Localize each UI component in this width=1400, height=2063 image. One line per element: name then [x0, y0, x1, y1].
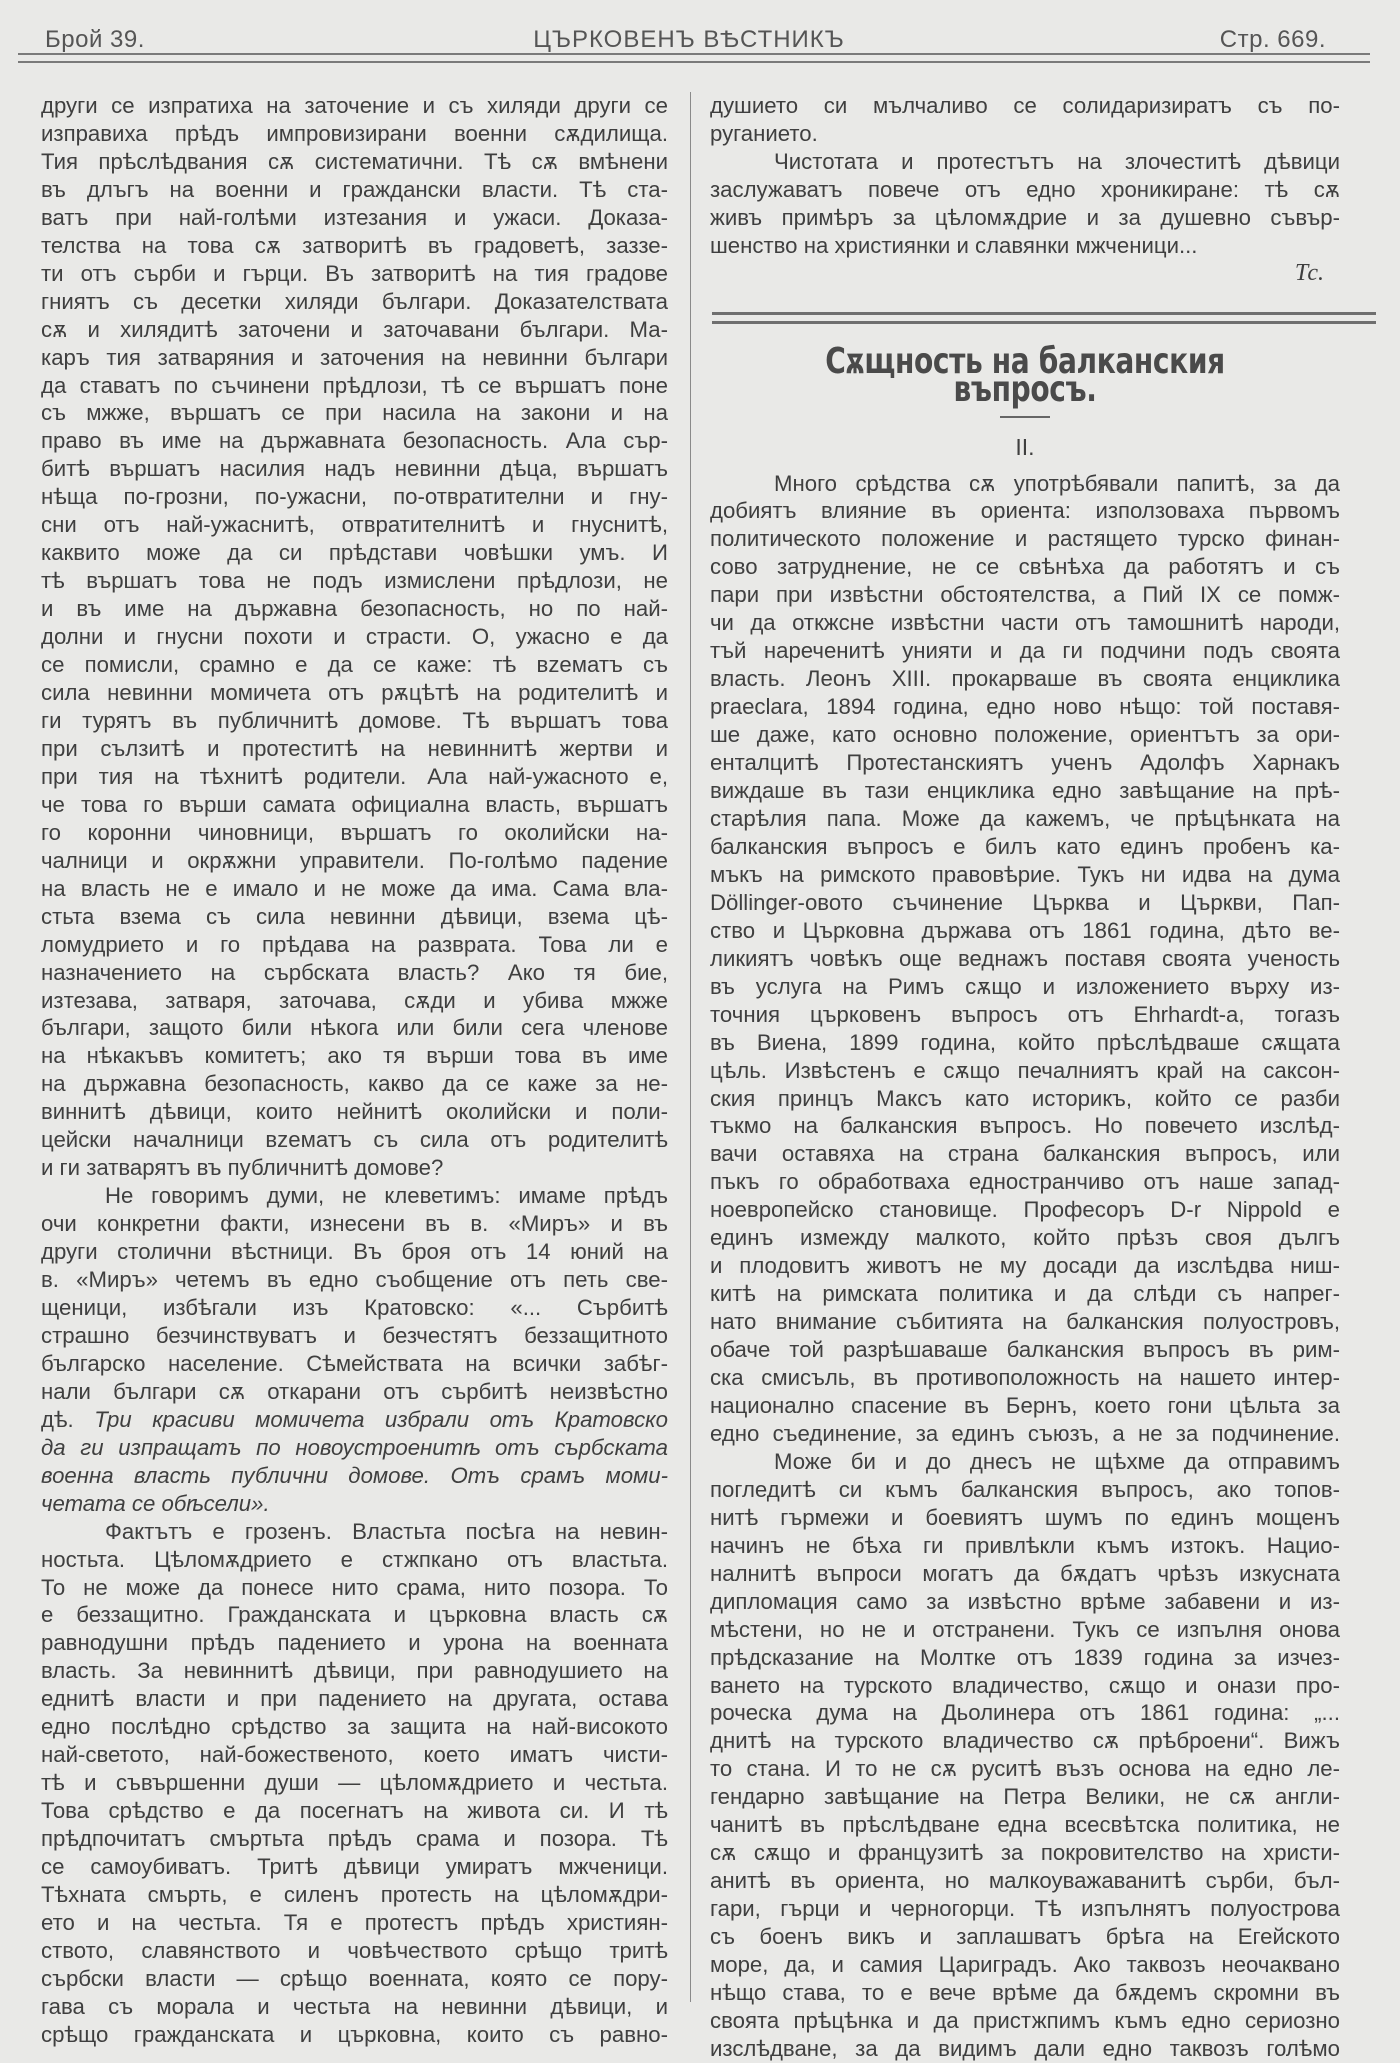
text-line: китѣ на римската политика и да слѣди съ напрег- [710, 1281, 1340, 1307]
text-line: То не може да понесе нито срама, нито позора. То [41, 1574, 668, 1600]
text-line: Може би и до днесъ не щѣхме да отправимъ [774, 1448, 1340, 1474]
text-line: изтезава, затваря, заточава, сѫди и убива мжже [41, 987, 668, 1013]
text-line: ностьта. Цѣломѫдрието е стжпкано отъ властьта. [41, 1546, 668, 1572]
header-double-rule [18, 53, 1370, 63]
text-line: право въ име на държавната безопасность. Ала сър- [41, 428, 668, 454]
text-line: едно съединение, за единъ съюзъ, а не за подчинение. [710, 1420, 1340, 1446]
text-line: нали българи сѫ откарани отъ сърбитѣ неизвѣстно [41, 1378, 668, 1404]
text-line: тѣ и съвършенни души — цѣломѫдрието и честьта. [41, 1770, 668, 1796]
text-line: съ боенъ викъ и заплашватъ брѣга на Егейското [710, 1924, 1340, 1950]
text-line: ска смисъль, въ противоположность на нашето интер- [710, 1365, 1340, 1391]
text-line: Чистотата и протестътъ на злочеститѣ дѣвици [774, 148, 1340, 174]
text-line: четата се обѣсели». [41, 1490, 270, 1516]
text-line: енталцитѣ Протестанскиятъ ученъ Адолфъ Харнакъ [710, 750, 1340, 776]
text-line: тъй нареченитѣ унияти и да ги подчини подъ своята [710, 638, 1340, 664]
text-line: начинъ не бѣха ги привлѣкли къмъ изтокъ. Нацио- [710, 1532, 1340, 1558]
text-line: политическото положение и растящето турско финан- [710, 526, 1340, 552]
text-line: анитѣ въ ориента, но малкоуважаванитѣ сърби, бъл- [710, 1868, 1340, 1894]
text-line: въ длъгъ на военни и граждански власти. Тѣ ста- [41, 176, 668, 202]
text-line: сни отъ най-ужаснитѣ, отвратителнитѣ и гнуснитѣ, [41, 512, 668, 538]
text-line: българско население. Сѣмействата на всички забѣг- [41, 1350, 668, 1376]
text-line: ството, славянството и човѣчеството срѣщо тритѣ [41, 1937, 668, 1963]
article-separator-rule [712, 312, 1376, 324]
text-line: сила невинни момичета отъ рѫцѣтѣ на родителитѣ и [41, 680, 668, 706]
text-line: на държавна безопасность, какво да се каже за не- [41, 1071, 668, 1097]
text-line: шенство на християнки и славянки мжченици... [710, 232, 1198, 258]
author-signature: Тс. [1294, 259, 1324, 286]
text-line: ство и Църковна държава отъ 1861 година, дѣто ве- [710, 917, 1340, 943]
text-line: дипломация само за извѣстно врѣме забавени и из- [710, 1588, 1340, 1614]
text-line: ето и на честьта. Тя е протестъ прѣдъ християн- [41, 1909, 668, 1935]
text-line: и въ име на държавна безопасность, но по най- [41, 596, 668, 622]
text-line: виннитѣ дѣвици, които нейнитѣ околийски и поли- [41, 1099, 668, 1125]
text-line: гендарно завѣщание на Петра Велики, не сѫ англи- [710, 1784, 1340, 1810]
text-line: единъ измежду малкото, който прѣзъ своя дългъ [710, 1225, 1340, 1251]
text-line: изслѣдване, за да видимъ дали едно таквозъ голѣмо [710, 2035, 1340, 2061]
text-line: нато внимание събитията на балканския полуостровъ, [710, 1309, 1340, 1335]
text-line: българи, защото били нѣкога или били сега членове [41, 1015, 668, 1041]
text-line: въ Виена, 1899 година, който прѣслѣдваше сѫщата [710, 1029, 1340, 1055]
text-line: очи конкретни факти, изнесени въ в. «Миръ» и въ [41, 1211, 668, 1237]
text-line: се помисли, срамно е да се каже: тѣ вzематъ съ [41, 652, 668, 678]
article-title: Сѫщность на балканския въпросъ. [825, 340, 1225, 410]
text-line: гари, гърци и черногорци. Тѣ изпълнятъ полуострова [710, 1896, 1340, 1922]
text-line: да ставатъ по съчинени прѣдлози, тѣ се вършатъ поне [41, 372, 668, 398]
column-divider [690, 92, 691, 2002]
text-line: в. «Миръ» четемъ въ едно съобщение отъ петь све- [41, 1267, 668, 1293]
text-line: телства на това сѫ затворитѣ въ градоветѣ, заззе- [41, 232, 668, 258]
text-line: пари при извѣстни обстоятелства, а Пий IX се помж- [710, 582, 1340, 608]
text-line: виждаше въ тази енциклика едно завѣщание на прѣ- [710, 778, 1340, 804]
issue-number: Брой 39. [45, 26, 145, 53]
text-line: национално спасение въ Бернъ, което гони цѣльта за [710, 1392, 1340, 1418]
text-line: Не говоримъ думи, не клеветимъ: имаме прѣдъ [105, 1183, 668, 1209]
text-line: въ услуга на Римъ сѫщо и изложението върху из- [710, 973, 1340, 999]
text-line: мъкъ на римското правовѣрие. Тукъ ни идва на дума [710, 861, 1340, 887]
text-line: сърбски власти — срѣщо военната, която се пору- [41, 1965, 668, 1991]
text-line: и плодовитъ животъ не му досади да изслѣдва ниш- [710, 1253, 1340, 1279]
text-line: ноевропейско становище. Професоръ D-r Nippold е [710, 1197, 1340, 1223]
text-line: еднитѣ власти и при падението на другата, остава [41, 1686, 668, 1712]
text-line: тъкмо на балканския въпросъ. Но повечето изслѣд- [710, 1113, 1340, 1139]
text-line: е беззащитно. Гражданската и църковна власть сѫ [41, 1602, 668, 1628]
text-line: да ги изпращатъ по новоустроенитѣ отъ сърбската [41, 1434, 668, 1460]
text-line: съ мжже, вършатъ се при насила на закони и на [41, 400, 668, 426]
text-line: роческа дума на Дьолинера отъ 1861 година: „... [710, 1700, 1340, 1726]
text-line: чи да откжсне извѣстни части отъ тамошнитѣ народи, [710, 610, 1340, 636]
text-line: Това срѣдство е да посегнатъ на живота си. И тѣ [41, 1798, 668, 1824]
left-column [41, 92, 668, 2049]
text-line: други столични вѣстници. Въ броя отъ 14 юний на [41, 1239, 668, 1265]
text-line: щеници, избѣгали изъ Кратовско: «... Сърбитѣ [41, 1294, 668, 1320]
text-line: при тия на тѣхнитѣ родители. Ала най-ужасното е, [41, 763, 668, 789]
text-line: чанитѣ въ прѣслѣдване една всесвѣтска политика, не [710, 1812, 1340, 1838]
text-line: го коронни чиновници, вършатъ го околийски на- [41, 819, 668, 845]
text-line: цѣль. Извѣстенъ е сѫщо печалниятъ край на саксон- [710, 1057, 1340, 1083]
text-line: погледитѣ си къмъ балканския въпросъ, ако топов- [710, 1476, 1340, 1502]
text-line: Тия прѣслѣдвания сѫ систематични. Тѣ сѫ вмѣнени [41, 148, 668, 174]
page-header [40, 22, 1338, 56]
text-line: море, да, и самия Цариградъ. Ако таквозъ неочаквано [710, 1952, 1340, 1978]
text-line: мѣстени, но не и отстранени. Тукъ се изпълня онова [710, 1616, 1340, 1642]
text-line: налнитѣ въпроси могатъ да бѫдатъ чрѣзъ изкусната [710, 1560, 1340, 1586]
article-body [710, 470, 1340, 2063]
text-line: нѣщо става, то е вече врѣме да бѫдемъ скромни въ [710, 1980, 1340, 2005]
text-line: душието си мълчаливо се солидаризиратъ съ по- [710, 93, 1340, 118]
text-line: Фактътъ е грозенъ. Властьта посѣга на невин- [105, 1518, 668, 1544]
text-line: изправиха прѣдъ импровизирани военни сѫдилища. [41, 120, 668, 146]
text-line: старѣлия папа. Може да кажемъ, че прѣцѣнката на [710, 805, 1340, 831]
text-line: сово затруднение, не се свѣнѣха да работятъ и съ [710, 554, 1340, 580]
text-line: гава съ морала и честьта на невинни дѣвици, и [41, 1993, 668, 2019]
text-line: ватъ при най-голѣми изтезания и ужаси. Доказа- [41, 204, 668, 230]
text-line: живъ примѣръ за цѣломѫдрие и за душевно съвър- [710, 204, 1340, 230]
text-line: каръ тия затваряния и заточения на невинни българи [41, 344, 668, 370]
text-line: пъкъ го обработваха едностранчиво отъ наше запад- [710, 1169, 1340, 1195]
text-line: власть. За невиннитѣ дѣвици, при равнодушието на [41, 1658, 668, 1684]
text-line: стьта взема съ сила невинни дѣвици, взема цѣ- [41, 903, 668, 929]
text-line: днитѣ на турското владичество сѫ прѣброени“. Вижъ [710, 1728, 1340, 1754]
text-line: ския принцъ Максъ като историкъ, който се разби [710, 1085, 1340, 1111]
text-line: най-светото, най-божественото, което иматъ чисти- [41, 1742, 668, 1768]
text-line: Много срѣдства сѫ употрѣбявали папитѣ, за да [774, 470, 1340, 496]
text-line: дѣ. Три красиви момичета избрали отъ Кратовско [41, 1406, 668, 1432]
masthead-title: ЦЪРКОВЕНЪ ВѢСТНИКЪ [533, 26, 845, 53]
text-line: военна власть публични домове. Отъ срамъ моми- [41, 1462, 668, 1488]
text-line: други се изпратиха на заточение и съ хиляди други се [41, 93, 668, 118]
text-line: то стана. И то не сѫ руситѣ възъ основа на едно ле- [710, 1756, 1340, 1782]
text-line: своята прѣцѣнка и да пристжпимъ къмъ едно сериозно [710, 2007, 1340, 2033]
text-line: назначението на сърбската власть? Ако тя бие, [41, 959, 668, 985]
text-line: и ги затварятъ въ публичнитѣ домове? [41, 1155, 444, 1181]
text-line: равнодушни прѣдъ падението и урона на военната [41, 1630, 668, 1656]
text-line: Тѣхната смърть, е силенъ протесть на цѣломѫдри- [41, 1882, 668, 1907]
text-line: praeclara, 1894 година, едно ново нѣщо: той поставя- [710, 694, 1340, 720]
text-line: ломудрието и го прѣдава на разврата. Това ли е [41, 931, 668, 957]
text-line: руганието. [710, 120, 818, 146]
text-line: се самоубиватъ. Тритѣ дѣвици умиратъ мжченици. [41, 1854, 668, 1880]
text-line: ликиятъ човѣкъ още веднажъ поставя своята ученость [710, 945, 1340, 971]
text-line: нѣща по-грозни, по-ужасни, по-отвратителни и гну- [41, 484, 668, 510]
text-line: заслужаватъ повече отъ едно хроникиране: тѣ сѫ [710, 176, 1340, 202]
text-line: балканския въпросъ е билъ като единъ пробенъ ка- [710, 833, 1340, 859]
text-line: ти отъ сърби и гърци. Въ затворитѣ на тия градове [41, 260, 668, 286]
text-line: че това го върши самата официална власть, вършатъ [41, 791, 668, 817]
text-line: прѣдпочитатъ смъртьта прѣдъ срама и позора. Тѣ [41, 1826, 668, 1852]
text-line: вачи оставяха на страна балканския въпросъ, или [710, 1141, 1340, 1167]
text-line: нитѣ гърмежи и боевиятъ шумъ по единъ мощенъ [710, 1504, 1340, 1530]
text-line: сѫ и хилядитѣ заточени и заточавани българи. Ма- [41, 316, 668, 342]
text-line: гниятъ съ десетки хиляди българи. Доказателствата [41, 288, 668, 314]
text-line: ше даже, като основно положение, ориентътъ за ори- [710, 722, 1340, 748]
section-number: II. [1015, 433, 1035, 460]
text-line: каквито може да си прѣдстави човѣшки умъ. И [41, 540, 668, 566]
text-line: цейски началници вzематъ съ сила отъ родителитѣ [41, 1127, 668, 1153]
text-line: точния църковенъ въпросъ отъ Ehrhardt-а, тогазъ [710, 1001, 1340, 1027]
text-line: чалници и окрѫжни управители. По-голѣмо падение [41, 847, 668, 873]
text-line: долни и гнусни похоти и страсти. О, ужасно е да [41, 624, 668, 650]
text-line: страшно безчинствуватъ и безчестятъ беззащитното [41, 1322, 668, 1348]
previous-article-ending [710, 92, 1340, 260]
text-line: обаче той разрѣшаваше балканския въпросъ въ рим- [710, 1337, 1340, 1363]
text-line: на нѣкакъвъ комитетъ; ако тя върши това въ име [41, 1043, 668, 1069]
text-line: срѣщо гражданската и църковна, които съ равно- [41, 2021, 668, 2047]
text-line: прѣдсказание на Молтке отъ 1839 година за изчез- [710, 1644, 1340, 1670]
text-line: Döllinger-овото съчинение Църква и Църкви, Пап- [710, 889, 1340, 915]
title-underline [1000, 416, 1050, 418]
text-line: ването на турското владичество, сѫщо и онази про- [710, 1672, 1340, 1698]
text-line: добиятъ влияние въ ориента: използоваха първомъ [710, 498, 1340, 524]
page-number: Стр. 669. [1219, 26, 1326, 53]
text-line: при сълзитѣ и протеститѣ на невиннитѣ жертви и [41, 735, 668, 761]
text-line: ги турятъ въ публичнитѣ домове. Тѣ вършатъ това [41, 707, 668, 733]
text-line: власть. Леонъ XIII. прокарваше въ своята енциклика [710, 666, 1340, 692]
text-line: на власть не е имало и не може да има. Сама вла- [41, 875, 668, 901]
right-column [710, 92, 1340, 2063]
text-line: сѫ сѫщо и французитѣ за покровителство на христи- [710, 1840, 1340, 1866]
text-line: едно послѣдно срѣдство за защита на най-високото [41, 1714, 668, 1740]
text-line: тѣ вършатъ това не подъ измислени прѣдлози, не [41, 568, 668, 594]
text-line: битѣ вършатъ насилия надъ невинни дѣца, вършатъ [41, 456, 668, 482]
